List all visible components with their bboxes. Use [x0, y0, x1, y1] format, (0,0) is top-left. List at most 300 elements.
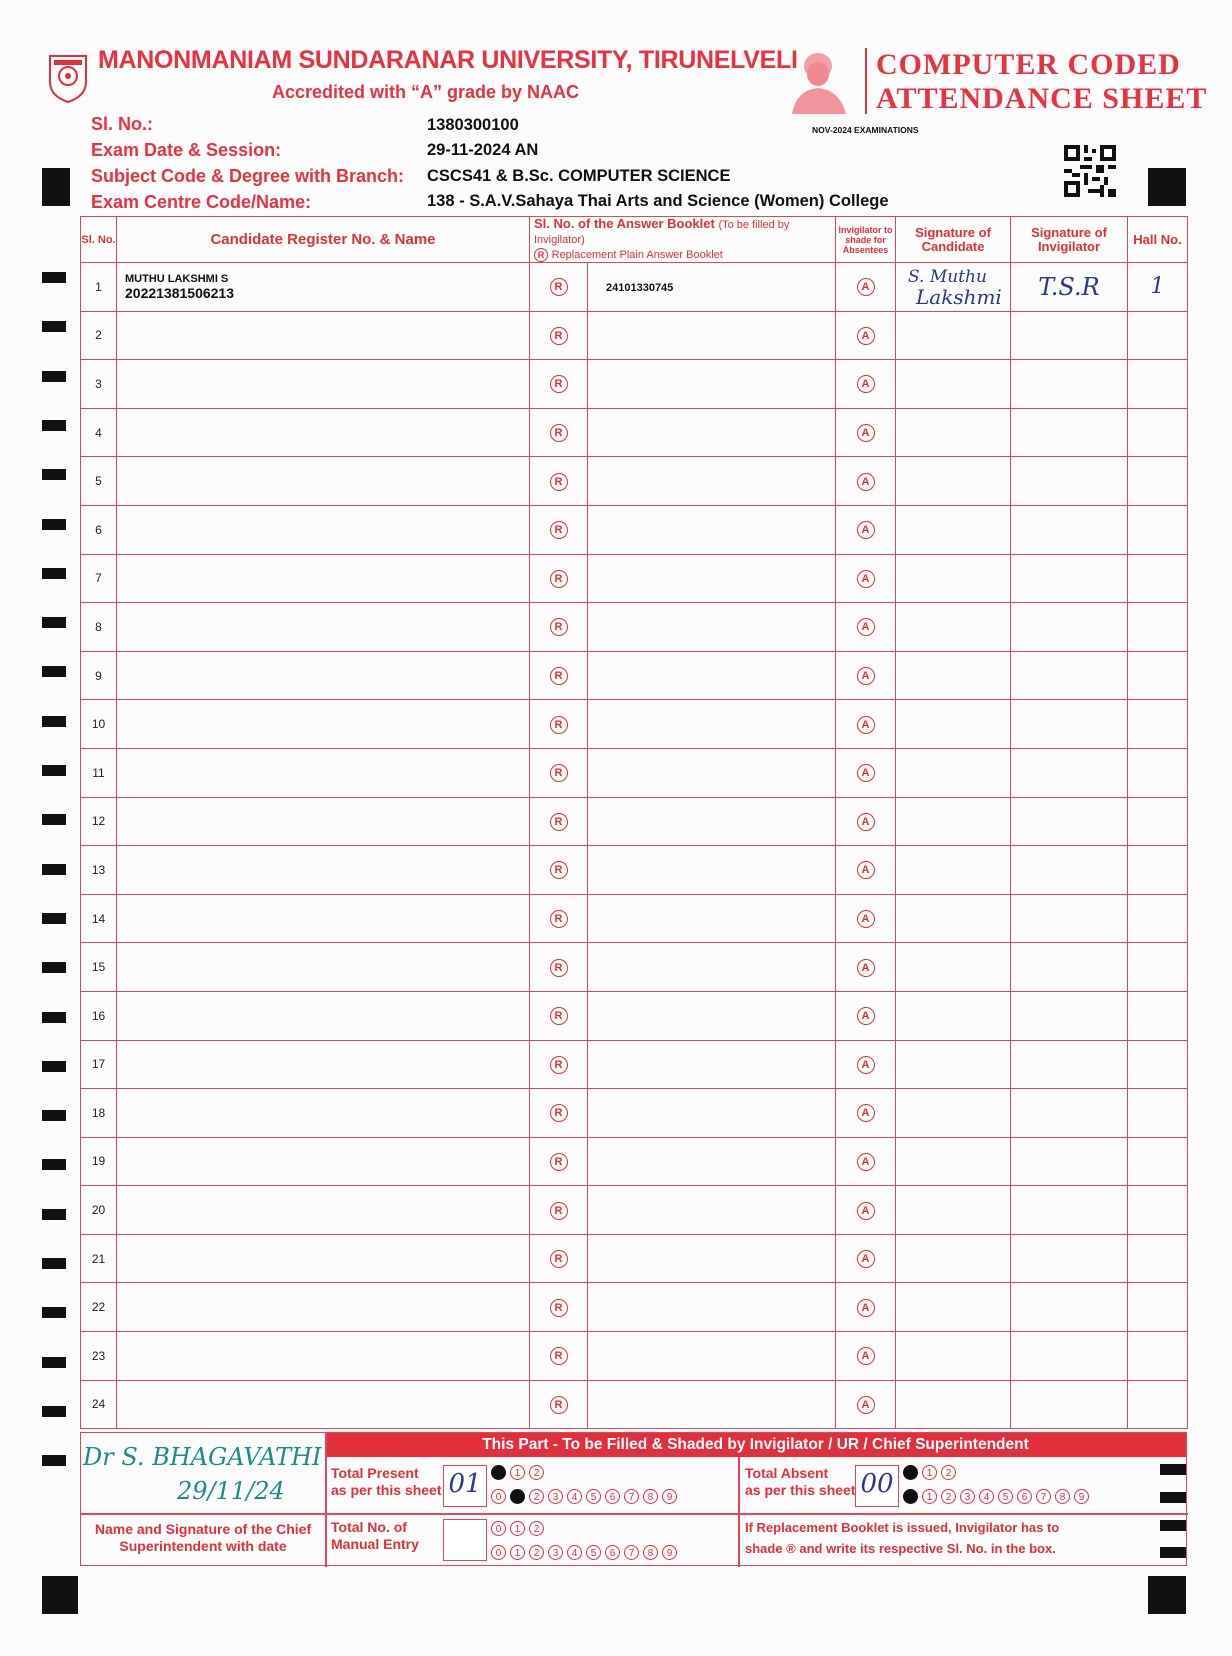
row-absent-cell[interactable] — [836, 1137, 896, 1186]
row-sl-no-text: 8 — [95, 619, 102, 634]
row-sig-invigilator[interactable] — [1011, 457, 1128, 506]
subject-value: CSCS41 & B.Sc. COMPUTER SCIENCE — [427, 167, 731, 185]
replacement-bubble[interactable]: R — [550, 473, 568, 491]
row-sig-invigilator[interactable] — [1011, 651, 1128, 700]
row-hall — [1128, 554, 1188, 603]
row-sig-invigilator[interactable] — [1011, 846, 1128, 895]
row-absent-cell[interactable] — [836, 1089, 896, 1138]
qr-code-icon — [1064, 145, 1116, 197]
replacement-bubble[interactable]: R — [550, 764, 568, 782]
row-absent-cell[interactable] — [836, 797, 896, 846]
header-hall: Hall No. — [1128, 217, 1188, 263]
timing-mark — [42, 1209, 66, 1220]
row-replacement-cell[interactable] — [530, 554, 588, 603]
digit-bubble[interactable]: 2 — [941, 1465, 956, 1480]
replacement-bubble[interactable]: R — [550, 618, 568, 636]
row-sig-candidate[interactable] — [896, 554, 1011, 603]
footer-band: This Part - To be Filled & Shaded by Invigilator / UR / Chief Superintendent — [325, 1433, 1186, 1457]
row-replacement-cell[interactable] — [530, 748, 588, 797]
row-sig-invigilator[interactable] — [1011, 263, 1128, 312]
booklet-no-text: 24101330745 — [606, 281, 674, 294]
digit-bubble[interactable]: 5 — [998, 1489, 1013, 1504]
timing-mark — [42, 272, 66, 283]
row-sig-invigilator[interactable] — [1011, 505, 1128, 554]
row-sig-invigilator[interactable] — [1011, 797, 1128, 846]
table-row — [81, 603, 1188, 652]
row-hall — [1128, 311, 1188, 360]
row-booklet-no[interactable] — [588, 797, 836, 846]
sl-no-label: Sl. No.: — [91, 114, 153, 134]
row-hall — [1128, 1040, 1188, 1089]
total-present-units-bubbles[interactable] — [491, 1487, 681, 1505]
absent-bubble[interactable]: A — [857, 327, 875, 345]
absent-bubble[interactable]: A — [857, 1202, 875, 1220]
row-absent-cell[interactable] — [836, 943, 896, 992]
row-replacement-cell[interactable] — [530, 457, 588, 506]
digit-bubble[interactable]: 2 — [529, 1545, 544, 1560]
digit-bubble[interactable]: 0 — [491, 1465, 506, 1480]
replacement-bubble[interactable]: R — [550, 278, 568, 296]
row-replacement-cell[interactable] — [530, 1040, 588, 1089]
row-sig-invigilator[interactable] — [1011, 408, 1128, 457]
row-booklet-no[interactable] — [588, 1332, 836, 1381]
row-booklet-no[interactable] — [588, 1040, 836, 1089]
digit-bubble[interactable]: 6 — [605, 1489, 620, 1504]
row-sig-candidate[interactable] — [896, 505, 1011, 554]
university-name: MANONMANIAM SUNDARANAR UNIVERSITY, TIRUNELVELI — [98, 46, 798, 74]
digit-bubble[interactable]: 3 — [548, 1489, 563, 1504]
absent-bubble[interactable]: A — [857, 1104, 875, 1122]
row-booklet-no[interactable] — [588, 360, 836, 409]
row-sl-no — [81, 263, 117, 312]
absent-bubble[interactable]: A — [857, 278, 875, 296]
row-sig-candidate[interactable] — [896, 700, 1011, 749]
row-sig-candidate[interactable] — [896, 1040, 1011, 1089]
row-absent-cell[interactable] — [836, 263, 896, 312]
row-sig-invigilator[interactable] — [1011, 1186, 1128, 1235]
row-sig-invigilator[interactable] — [1011, 554, 1128, 603]
row-absent-cell[interactable] — [836, 1380, 896, 1429]
total-absent-label-1: Total Absent — [745, 1465, 829, 1481]
row-sig-invigilator[interactable] — [1011, 1234, 1128, 1283]
header-booklet-note: (To be filled by Invigilator) — [534, 219, 790, 246]
row-absent-cell[interactable] — [836, 1283, 896, 1332]
row-absent-cell[interactable] — [836, 846, 896, 895]
row-sig-invigilator[interactable] — [1011, 748, 1128, 797]
absent-bubble[interactable]: A — [857, 618, 875, 636]
total-present-box[interactable]: 01 — [443, 1465, 487, 1507]
chief-handwritten-date[interactable]: 29/11/24 — [177, 1477, 285, 1505]
row-sl-no-text: 15 — [91, 960, 106, 975]
replacement-bubble[interactable]: R — [550, 327, 568, 345]
row-sig-invigilator[interactable] — [1011, 894, 1128, 943]
row-sig-invigilator[interactable] — [1011, 1283, 1128, 1332]
replacement-bubble[interactable]: R — [550, 1250, 568, 1268]
digit-bubble[interactable]: 9 — [1074, 1489, 1089, 1504]
table-row — [81, 943, 1188, 992]
digit-bubble[interactable]: 1 — [922, 1465, 937, 1480]
replacement-bubble[interactable]: R — [550, 1104, 568, 1122]
row-replacement-cell[interactable] — [530, 603, 588, 652]
absent-bubble[interactable]: A — [857, 764, 875, 782]
digit-bubble[interactable]: 4 — [979, 1489, 994, 1504]
chief-handwritten-name[interactable]: Dr S. BHAGAVATHI — [83, 1443, 322, 1471]
row-hall — [1128, 408, 1188, 457]
row-sig-candidate[interactable] — [896, 1234, 1011, 1283]
row-sig-candidate[interactable] — [896, 1089, 1011, 1138]
row-booklet-no[interactable] — [588, 263, 836, 312]
digit-bubble[interactable]: 1 — [510, 1465, 525, 1480]
table-row — [81, 1089, 1188, 1138]
row-booklet-no[interactable] — [588, 1137, 836, 1186]
replacement-bubble[interactable]: R — [550, 1007, 568, 1025]
digit-bubble[interactable]: 4 — [567, 1545, 582, 1560]
row-replacement-cell[interactable] — [530, 1332, 588, 1381]
absent-bubble[interactable]: A — [857, 570, 875, 588]
row-absent-cell[interactable] — [836, 311, 896, 360]
row-replacement-cell[interactable] — [530, 894, 588, 943]
digit-bubble[interactable]: 1 — [510, 1521, 525, 1536]
absent-bubble[interactable]: A — [857, 424, 875, 442]
row-booklet-no[interactable] — [588, 1186, 836, 1235]
digit-bubble[interactable]: 2 — [941, 1489, 956, 1504]
absent-bubble[interactable]: A — [857, 473, 875, 491]
row-sig-invigilator[interactable] — [1011, 311, 1128, 360]
row-replacement-cell[interactable] — [530, 1234, 588, 1283]
replacement-bubble[interactable]: R — [550, 375, 568, 393]
digit-bubble[interactable]: 9 — [662, 1545, 677, 1560]
timing-mark — [42, 716, 66, 727]
timing-mark — [42, 1012, 66, 1023]
row-sl-no-text: 22 — [91, 1300, 106, 1315]
digit-bubble[interactable]: 8 — [643, 1489, 658, 1504]
absent-bubble[interactable]: A — [857, 959, 875, 977]
row-sig-candidate[interactable] — [896, 1380, 1011, 1429]
row-candidate — [117, 894, 530, 943]
absent-bubble[interactable]: A — [857, 667, 875, 685]
total-present-label-1: Total Present — [331, 1465, 419, 1481]
digit-bubble[interactable]: 0 — [903, 1465, 918, 1480]
timing-mark — [42, 1061, 66, 1072]
row-sl-no-text: 9 — [95, 668, 102, 683]
digit-bubble[interactable]: 5 — [586, 1545, 601, 1560]
replacement-bubble[interactable]: R — [550, 813, 568, 831]
row-sig-candidate[interactable] — [896, 408, 1011, 457]
total-absent-label-2: as per this sheet — [745, 1482, 856, 1498]
university-logo — [44, 52, 92, 104]
total-absent-box[interactable]: 00 — [855, 1465, 899, 1507]
replacement-bubble[interactable]: R — [550, 667, 568, 685]
row-sig-candidate[interactable] — [896, 1283, 1011, 1332]
row-sig-candidate[interactable] — [896, 1332, 1011, 1381]
row-absent-cell[interactable] — [836, 1186, 896, 1235]
row-sl-no — [81, 700, 117, 749]
row-booklet-no[interactable] — [588, 1234, 836, 1283]
candidate-signature-line1: S. Muthu — [908, 266, 987, 287]
absent-bubble[interactable]: A — [857, 1007, 875, 1025]
row-sig-invigilator[interactable] — [1011, 700, 1128, 749]
table-row — [81, 311, 1188, 360]
row-candidate — [117, 1332, 530, 1381]
row-booklet-no[interactable] — [588, 311, 836, 360]
digit-bubble[interactable]: 3 — [548, 1545, 563, 1560]
replacement-bubble[interactable]: R — [550, 716, 568, 734]
table-row — [81, 1283, 1188, 1332]
table-row — [81, 846, 1188, 895]
digit-bubble[interactable]: 3 — [960, 1489, 975, 1504]
row-replacement-cell[interactable] — [530, 1186, 588, 1235]
row-absent-cell[interactable] — [836, 700, 896, 749]
row-booklet-no[interactable] — [588, 505, 836, 554]
row-booklet-no[interactable] — [588, 1380, 836, 1429]
row-sig-candidate[interactable] — [896, 1186, 1011, 1235]
row-replacement-cell[interactable] — [530, 700, 588, 749]
row-candidate — [117, 1283, 530, 1332]
absent-bubble[interactable]: A — [857, 1153, 875, 1171]
absent-bubble[interactable]: A — [857, 1347, 875, 1365]
timing-mark — [42, 1406, 66, 1417]
timing-mark — [42, 1357, 66, 1368]
digit-bubble[interactable]: 0 — [491, 1489, 506, 1504]
row-candidate — [117, 1186, 530, 1235]
row-replacement-cell[interactable] — [530, 1089, 588, 1138]
row-sig-invigilator[interactable] — [1011, 603, 1128, 652]
replacement-icon: R — [534, 248, 548, 262]
absent-bubble[interactable]: A — [857, 1250, 875, 1268]
row-sig-candidate[interactable] — [896, 748, 1011, 797]
digit-bubble[interactable]: 7 — [624, 1545, 639, 1560]
header-booklet-main: Sl. No. of the Answer Booklet — [534, 216, 715, 231]
replacement-bubble[interactable]: R — [550, 1153, 568, 1171]
row-booklet-no[interactable] — [588, 1283, 836, 1332]
row-replacement-cell[interactable] — [530, 505, 588, 554]
header-booklet — [530, 217, 836, 263]
row-sig-candidate[interactable] — [896, 943, 1011, 992]
total-present-tens-bubbles[interactable] — [491, 1463, 548, 1481]
attendance-table — [80, 216, 1188, 1429]
digit-bubble[interactable]: 1 — [510, 1489, 525, 1504]
row-candidate — [117, 748, 530, 797]
row-booklet-no[interactable] — [588, 748, 836, 797]
digit-bubble[interactable]: 6 — [605, 1545, 620, 1560]
header-absentees: Invigilator to shade for Absentees — [836, 217, 896, 263]
digit-bubble[interactable]: 4 — [567, 1489, 582, 1504]
row-booklet-no[interactable] — [588, 408, 836, 457]
hall-no: 1 — [1150, 274, 1165, 300]
row-replacement-cell[interactable] — [530, 797, 588, 846]
row-booklet-no[interactable] — [588, 651, 836, 700]
replacement-bubble[interactable]: R — [550, 570, 568, 588]
row-sig-candidate[interactable] — [896, 263, 1011, 312]
row-sig-candidate[interactable] — [896, 603, 1011, 652]
row-absent-cell[interactable] — [836, 360, 896, 409]
row-absent-cell[interactable] — [836, 894, 896, 943]
digit-bubble[interactable]: 7 — [624, 1489, 639, 1504]
row-sl-no — [81, 311, 117, 360]
centre-value: 138 - S.A.V.Sahaya Thai Arts and Science (Women) College — [427, 192, 889, 210]
row-sig-invigilator[interactable] — [1011, 943, 1128, 992]
row-candidate — [117, 943, 530, 992]
row-sl-no-text: 14 — [91, 911, 106, 926]
replacement-bubble[interactable]: R — [550, 1202, 568, 1220]
absent-bubble[interactable]: A — [857, 1056, 875, 1074]
row-sig-candidate[interactable] — [896, 651, 1011, 700]
digit-bubble[interactable]: 6 — [1017, 1489, 1032, 1504]
row-booklet-no[interactable] — [588, 603, 836, 652]
row-sig-candidate[interactable] — [896, 797, 1011, 846]
exam-date-value: 29-11-2024 AN — [427, 141, 539, 159]
replacement-bubble[interactable]: R — [550, 959, 568, 977]
row-replacement-cell[interactable] — [530, 311, 588, 360]
row-sl-no — [81, 457, 117, 506]
row-sl-no-text: 16 — [91, 1008, 106, 1023]
replacement-bubble[interactable]: R — [550, 1396, 568, 1414]
absent-bubble[interactable]: A — [857, 910, 875, 928]
manual-entry-tens-bubbles[interactable] — [491, 1519, 548, 1537]
row-absent-cell[interactable] — [836, 748, 896, 797]
row-sl-no-text: 24 — [91, 1397, 106, 1412]
digit-bubble[interactable]: 8 — [1055, 1489, 1070, 1504]
row-replacement-cell[interactable] — [530, 943, 588, 992]
row-booklet-no[interactable] — [588, 991, 836, 1040]
manual-entry-units-bubbles[interactable] — [491, 1543, 681, 1561]
corner-mark — [42, 1576, 78, 1614]
row-sig-candidate[interactable] — [896, 846, 1011, 895]
timing-mark — [42, 1258, 66, 1269]
corner-mark — [1148, 1576, 1186, 1614]
digit-bubble[interactable]: 1 — [510, 1545, 525, 1560]
header-sig-invigilator: Signature of Invigilator — [1011, 217, 1128, 263]
digit-bubble[interactable]: 0 — [491, 1545, 506, 1560]
digit-bubble[interactable]: 2 — [529, 1465, 544, 1480]
centre-label: Exam Centre Code/Name: — [91, 192, 312, 212]
row-candidate — [117, 457, 530, 506]
row-replacement-cell[interactable] — [530, 991, 588, 1040]
sheet-title-line1: COMPUTER CODED — [876, 48, 1181, 81]
replacement-bubble[interactable]: R — [550, 424, 568, 442]
absent-bubble[interactable]: A — [857, 861, 875, 879]
manual-entry-label-1: Total No. of — [331, 1519, 407, 1535]
row-replacement-cell[interactable] — [530, 846, 588, 895]
row-sig-invigilator[interactable] — [1011, 1380, 1128, 1429]
row-replacement-cell[interactable] — [530, 651, 588, 700]
manual-entry-box[interactable] — [443, 1519, 487, 1561]
digit-bubble[interactable]: 2 — [529, 1489, 544, 1504]
absent-bubble[interactable]: A — [857, 375, 875, 393]
digit-bubble[interactable]: 0 — [903, 1489, 918, 1504]
digit-bubble[interactable]: 9 — [662, 1489, 677, 1504]
timing-mark — [42, 666, 66, 677]
total-absent-tens-bubbles[interactable] — [903, 1463, 960, 1481]
table-row — [81, 1137, 1188, 1186]
row-sl-no-text: 11 — [92, 765, 105, 780]
replacement-bubble[interactable]: R — [550, 1056, 568, 1074]
row-sig-candidate[interactable] — [896, 457, 1011, 506]
row-booklet-no[interactable] — [588, 700, 836, 749]
row-sig-candidate[interactable] — [896, 991, 1011, 1040]
replacement-bubble[interactable]: R — [550, 521, 568, 539]
row-absent-cell[interactable] — [836, 991, 896, 1040]
row-sig-candidate[interactable] — [896, 894, 1011, 943]
replacement-bubble[interactable]: R — [550, 1347, 568, 1365]
accreditation: Accredited with “A” grade by NAAC — [272, 82, 580, 102]
row-absent-cell[interactable] — [836, 554, 896, 603]
row-sig-candidate[interactable] — [896, 360, 1011, 409]
row-candidate — [117, 1234, 530, 1283]
row-booklet-no[interactable] — [588, 1089, 836, 1138]
table-row — [81, 1332, 1188, 1381]
total-absent-units-bubbles[interactable] — [903, 1487, 1093, 1505]
absent-bubble[interactable]: A — [857, 716, 875, 734]
row-sig-invigilator[interactable] — [1011, 360, 1128, 409]
invigilator-signature: T.S.R — [1038, 272, 1100, 301]
timing-mark — [42, 814, 66, 825]
footer-divider — [738, 1457, 740, 1567]
row-sig-invigilator[interactable] — [1011, 1137, 1128, 1186]
digit-bubble[interactable]: 0 — [491, 1521, 506, 1536]
row-sig-invigilator[interactable] — [1011, 991, 1128, 1040]
digit-bubble[interactable]: 5 — [586, 1489, 601, 1504]
row-hall — [1128, 505, 1188, 554]
row-booklet-no[interactable] — [588, 943, 836, 992]
row-sig-invigilator[interactable] — [1011, 1040, 1128, 1089]
row-booklet-no[interactable] — [588, 554, 836, 603]
row-replacement-cell[interactable] — [530, 1380, 588, 1429]
digit-bubble[interactable]: 7 — [1036, 1489, 1051, 1504]
row-booklet-no[interactable] — [588, 457, 836, 506]
replacement-bubble[interactable]: R — [550, 910, 568, 928]
row-sig-candidate[interactable] — [896, 1137, 1011, 1186]
row-replacement-cell[interactable] — [530, 1137, 588, 1186]
digit-bubble[interactable]: 1 — [922, 1489, 937, 1504]
replacement-bubble[interactable]: R — [550, 861, 568, 879]
row-candidate — [117, 1089, 530, 1138]
row-absent-cell[interactable] — [836, 651, 896, 700]
row-sig-candidate[interactable] — [896, 311, 1011, 360]
replacement-note-1: If Replacement Booklet is issued, Invigilator has to — [745, 1520, 1060, 1535]
row-sl-no-text: 18 — [91, 1105, 106, 1120]
row-hall — [1128, 797, 1188, 846]
row-absent-cell[interactable] — [836, 1332, 896, 1381]
replacement-bubble[interactable]: R — [550, 1299, 568, 1317]
row-absent-cell[interactable] — [836, 408, 896, 457]
row-sig-invigilator[interactable] — [1011, 1089, 1128, 1138]
row-replacement-cell[interactable] — [530, 1283, 588, 1332]
row-sl-no — [81, 846, 117, 895]
row-sig-invigilator[interactable] — [1011, 1332, 1128, 1381]
digit-bubble[interactable]: 8 — [643, 1545, 658, 1560]
row-absent-cell[interactable] — [836, 1040, 896, 1089]
absent-bubble[interactable]: A — [857, 813, 875, 831]
row-booklet-no[interactable] — [588, 894, 836, 943]
row-replacement-cell[interactable] — [530, 408, 588, 457]
timing-mark — [42, 617, 66, 628]
row-sl-no — [81, 505, 117, 554]
row-hall — [1128, 1186, 1188, 1235]
row-absent-cell[interactable] — [836, 1234, 896, 1283]
absent-bubble[interactable]: A — [857, 1396, 875, 1414]
row-replacement-cell[interactable] — [530, 360, 588, 409]
digit-bubble[interactable]: 2 — [529, 1521, 544, 1536]
row-booklet-no[interactable] — [588, 846, 836, 895]
row-replacement-cell[interactable] — [530, 263, 588, 312]
absent-bubble[interactable]: A — [857, 1299, 875, 1317]
row-absent-cell[interactable] — [836, 603, 896, 652]
absent-bubble[interactable]: A — [857, 521, 875, 539]
row-absent-cell[interactable] — [836, 457, 896, 506]
row-absent-cell[interactable] — [836, 505, 896, 554]
footer-divider — [325, 1433, 327, 1567]
